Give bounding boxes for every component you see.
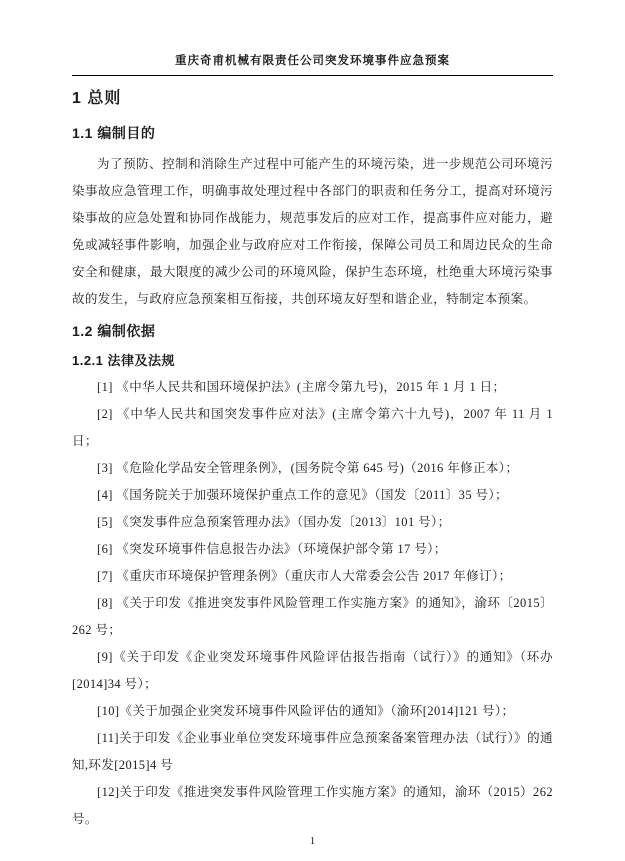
reference-item: [8] 《关于印发《推进突发事件风险管理工作实施方案》的通知》，渝环〔2015〕262 号；: [72, 596, 553, 637]
heading-compilation-basis: 1.2 编制依据: [72, 323, 156, 339]
purpose-paragraph: 为了预防、控制和消除生产过程中可能产生的环境污染，进一步规范公司环境污染事故应急管理工作，明确事故处理过程中各部门的职责和任务分工，提高对环境污染事故的应急处置和协同作战能力，规范事发后的应对工作，提高事件应对能力，避免或减轻事件影响，加强企业与政府应对工作衔接，保障公司员工和周边民众的生命安全和健康，最大限度的减少公司的环境风险，保护生态环境，杜绝重大环境污染事故的发生，与政府应急预案相互衔接，共创环境友好型和谐企业，特制定本预案。: [72, 157, 553, 306]
reference-item: [10]《关于加强企业突发环境事件风险评估的通知》（渝环[2014]121 号）；: [97, 704, 515, 718]
reference-item: [2] 《中华人民共和国突发事件应对法》(主席令第六十九号)，2007 年 11 月 1 日；: [72, 407, 553, 448]
reference-item: [3] 《危险化学品安全管理条例》，(国务院令第 645 号)（2016 年修正本）；: [97, 461, 519, 475]
references-list: [72, 374, 553, 833]
reference-item: [9]《关于印发《企业突发环境事件风险评估报告指南（试行）》的通知》（环办[2014]34 号）；: [72, 650, 553, 691]
reference-item: [12]关于印发《推进突发事件风险管理工作实施方案》的通知，渝环（2015）262 号。: [72, 785, 553, 826]
heading-compilation-purpose: 1.1 编制目的: [72, 125, 156, 141]
heading-general-provisions: 1 总则: [72, 90, 122, 107]
reference-item: [7] 《重庆市环境保护管理条例》（重庆市人大常委会公告 2017 年修订）；: [97, 569, 512, 583]
reference-item: [11]关于印发《企业事业单位突发环境事件应急预案备案管理办法（试行）》的通知,环发[2015]4 号: [72, 731, 553, 772]
reference-item: [4] 《国务院关于加强环境保护重点工作的意见》（国发〔2011〕35 号）；: [97, 488, 508, 502]
document-header-title: 重庆奇甫机械有限责任公司突发环境事件应急预案: [72, 54, 553, 76]
reference-item: [6] 《突发环境事件信息报告办法》（环境保护部令第 17 号）；: [97, 542, 447, 556]
reference-item: [5] 《突发事件应急预案管理办法》（国办发〔2013〕101 号）；: [97, 515, 451, 529]
reference-item: [1] 《中华人民共和国环境保护法》(主席令第九号)，2015 年 1 月 1 日；: [97, 380, 506, 394]
heading-laws-regulations: 1.2.1 法律及法规: [72, 353, 176, 368]
page-number: 1: [309, 835, 316, 847]
